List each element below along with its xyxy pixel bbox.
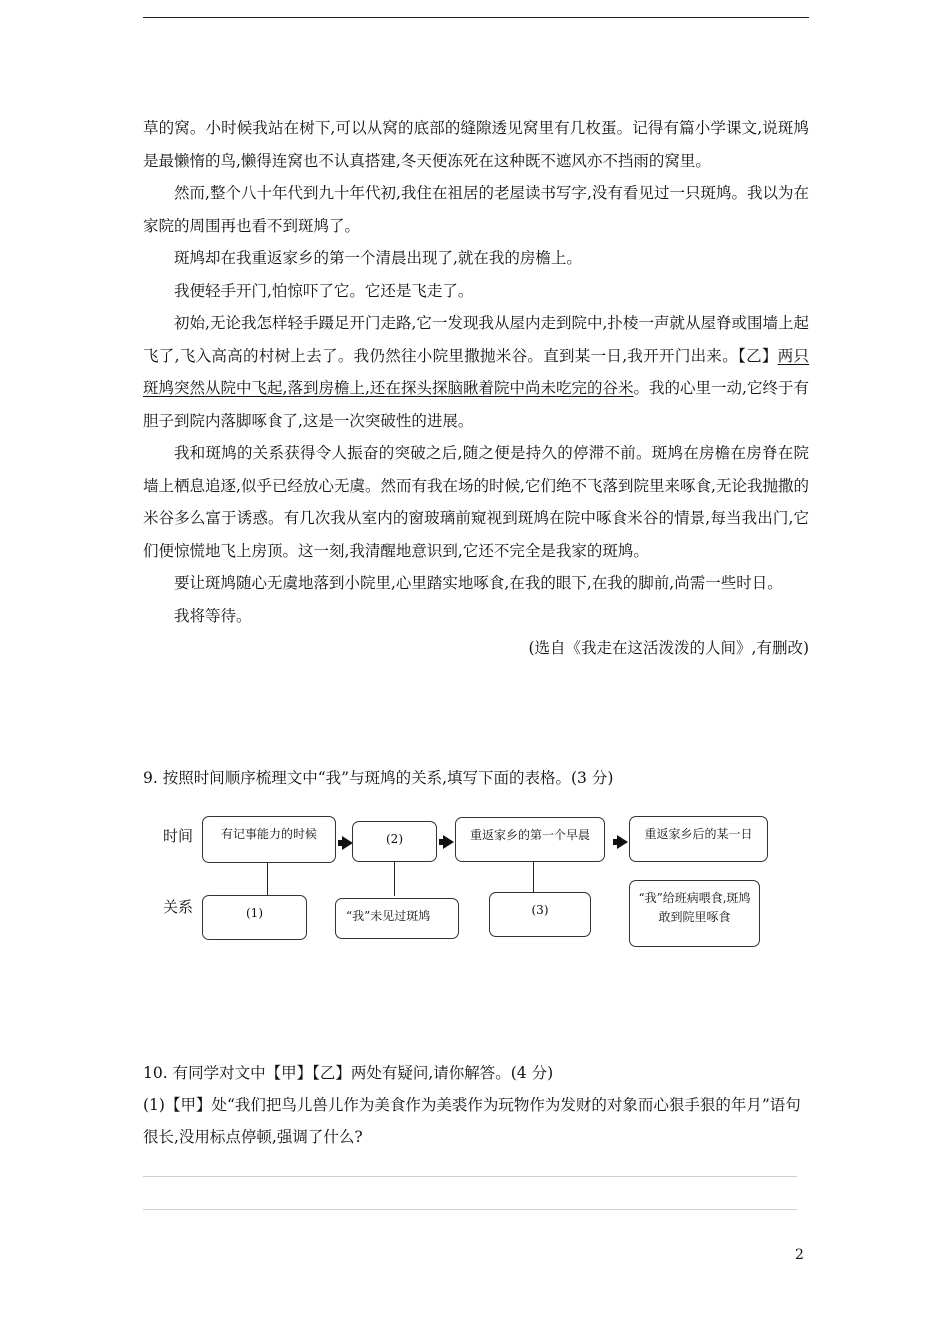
paragraph: 草的窝。小时候我站在树下,可以从窝的底部的缝隙透见窝里有几枚蛋。记得有篇小学课文,说斑鸠是最懒惰的鸟,懒得连窝也不认真搭建,冬天便冻死在这种既不遮风亦不挡雨的窝里。 — [143, 119, 809, 170]
answer-line[interactable] — [143, 1209, 797, 1210]
source-citation: (选自《我走在这活泼泼的人间》,有删改) — [528, 639, 809, 657]
arrow-right-icon — [443, 835, 454, 849]
time-box-4: 重返家乡后的某一日 — [629, 816, 768, 862]
row-label-relation: 关系 — [163, 898, 194, 916]
connector-line — [394, 862, 395, 896]
connector-line — [267, 863, 268, 895]
connector-line — [533, 862, 534, 892]
row-label-time: 时间 — [163, 827, 194, 845]
underlined-sentence: 两只斑鸠突然从院中飞起,落到房檐上,还在探头探脑瞅着院中尚未吃完的谷米 — [143, 346, 809, 397]
time-box-3: 重返家乡的第一个早晨 — [455, 817, 605, 862]
paragraph: 我便轻手开门,怕惊吓了它。它还是飞走了。 — [174, 281, 474, 300]
relation-box-2: “我”未见过斑鸠 — [335, 898, 459, 939]
relation-box-4: “我”给班病喂食,斑鸠敢到院里啄食 — [629, 880, 760, 947]
arrow-right-icon — [617, 835, 628, 849]
paragraph-yi — [143, 307, 809, 437]
page-number: 2 — [795, 1247, 804, 1263]
paragraph: 我和斑鸠的关系获得令人振奋的突破之后,随之便是持久的停滞不前。斑鸠在房檐在房脊在院墙上栖息追逐,似乎已经放心无虞。然而有我在场的时候,它们绝不飞落到院里来啄食,无论我抛撒的米谷多么富于诱惑。有几次我从室内的窗玻璃前窥视到斑鸠在院中啄食米谷的情景,每当我出门,它们便惊慌地飞上房顶。这一刻,我清醒地意识到,它还不完全是我家的斑鸠。 — [143, 444, 809, 560]
relationship-flowchart — [160, 810, 780, 960]
mark-yi: 【乙】 — [738, 346, 778, 365]
passage — [143, 112, 809, 665]
paragraph-text: 。我的心里一动,它终于有胆子到院内落脚啄食了,这是一次突破性的进展。 — [143, 379, 809, 430]
time-box-1: 有记事能力的时候 — [202, 816, 336, 863]
answer-line[interactable] — [143, 1176, 797, 1177]
paragraph: 我将等待。 — [174, 606, 252, 625]
relation-box-3-blank[interactable]: (3) — [489, 892, 591, 937]
question-9: 9. 按照时间顺序梳理文中“我”与斑鸠的关系,填写下面的表格。(3 分) — [143, 769, 614, 787]
relation-box-1-blank[interactable]: (1) — [202, 895, 307, 940]
paragraph: 要让斑鸠随心无虞地落到小院里,心里踏实地啄食,在我的眼下,在我的脚前,尚需一些时日。 — [174, 574, 783, 592]
paragraph: 斑鸠却在我重返家乡的第一个清晨出现了,就在我的房檐上。 — [174, 249, 582, 267]
header-rule — [143, 17, 809, 18]
paragraph-text: 初始,无论我怎样轻手蹑足开门走路,它一发现我从屋内走到院中,扑棱一声就从屋脊或围墙上起飞了,飞入高高的村树上去了。我仍然往小院里撒抛米谷。直到某一日,我开开门出来。 — [143, 314, 809, 365]
paragraph: 然而,整个八十年代到九十年代初,我住在祖居的老屋读书写字,没有看见过一只斑鸠。我以为在家院的周围再也看不到斑鸠了。 — [143, 184, 809, 235]
time-box-2-blank[interactable]: (2) — [352, 821, 437, 862]
question-10: 10. 有同学对文中【甲】【乙】两处有疑问,请你解答。(4 分) — [143, 1064, 554, 1082]
question-10-1: (1)【甲】处“我们把鸟儿兽儿作为美食作为美裘作为玩物作为发财的对象而心狠手狠的年月”语句很长,没用标点停顿,强调了什么? — [143, 1096, 801, 1146]
